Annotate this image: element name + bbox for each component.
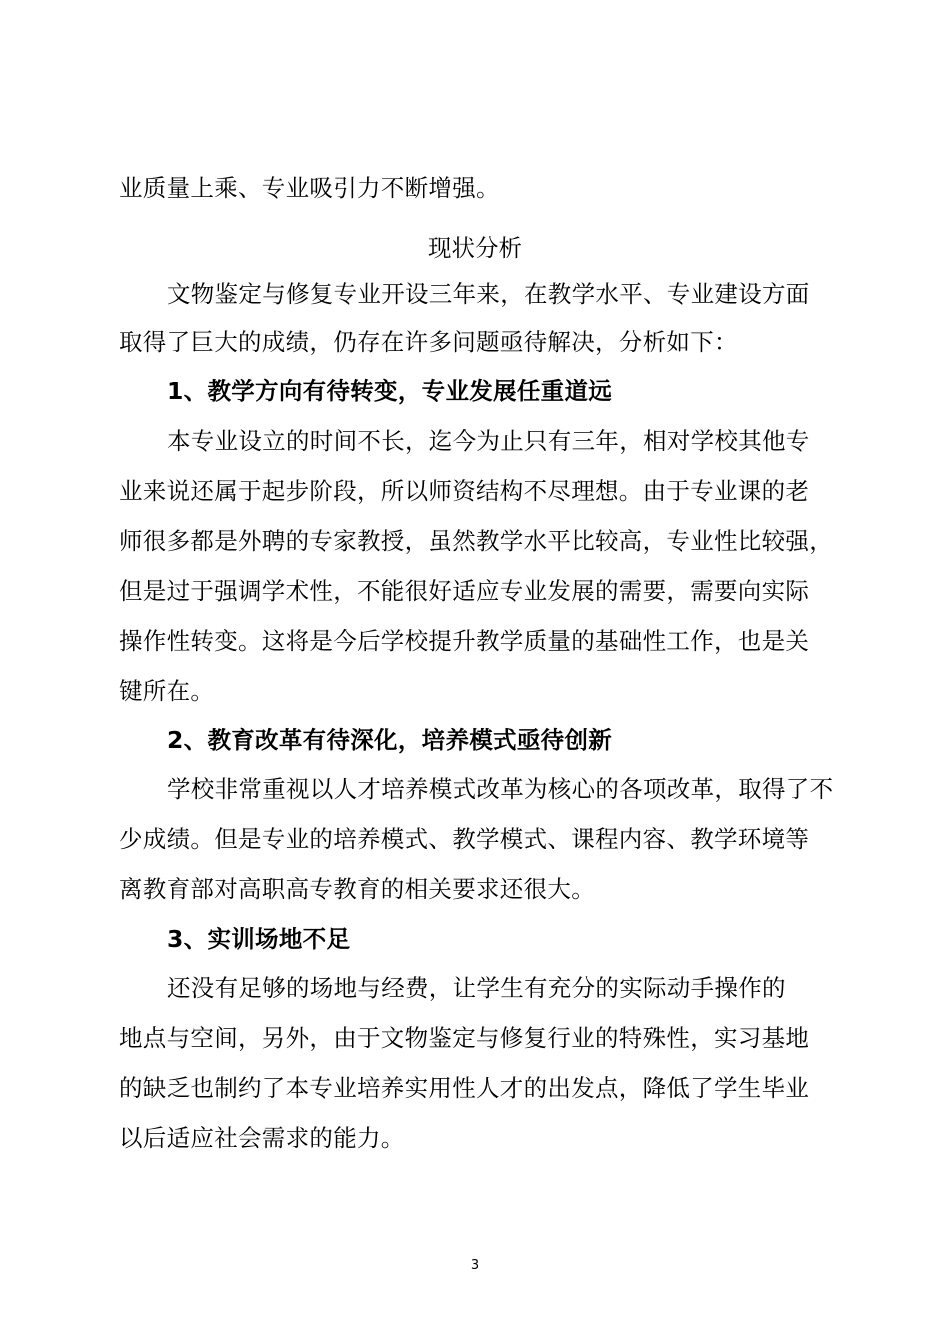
paragraph-line: 业来说还属于起步阶段，所以师资结构不尽理想。由于专业课的老	[119, 477, 810, 505]
section-title: 现状分析	[428, 234, 522, 262]
subsection-heading-1: 1、教学方向有待转变，专业发展任重道远	[167, 377, 613, 405]
page-number: 3	[470, 1258, 480, 1273]
paragraph-line: 以后适应社会需求的能力。	[119, 1124, 405, 1152]
paragraph-line: 的缺乏也制约了本专业培养实用性人才的出发点，降低了学生毕业	[119, 1074, 810, 1102]
paragraph-line: 地点与空间，另外，由于文物鉴定与修复行业的特殊性，实习基地	[119, 1024, 810, 1052]
paragraph-line: 文物鉴定与修复专业开设三年来，在教学水平、专业建设方面	[167, 280, 810, 308]
subsection-heading-2: 2、教育改革有待深化，培养模式亟待创新	[167, 726, 613, 754]
paragraph-line: 业质量上乘、专业吸引力不断增强。	[119, 174, 500, 202]
paragraph-line: 师很多都是外聘的专家教授，虽然教学水平比较高，专业性比较强，	[119, 527, 833, 555]
subsection-heading-3: 3、实训场地不足	[167, 925, 351, 953]
paragraph-line: 少成绩。但是专业的培养模式、教学模式、课程内容、教学环境等	[119, 825, 810, 853]
paragraph-line: 离教育部对高职高专教育的相关要求还很大。	[119, 875, 595, 903]
paragraph-line: 学校非常重视以人才培养模式改革为核心的各项改革，取得了不	[167, 775, 834, 803]
paragraph-line: 键所在。	[119, 677, 215, 705]
paragraph-line: 操作性转变。这将是今后学校提升教学质量的基础性工作，也是关	[119, 627, 810, 655]
paragraph-line: 还没有足够的场地与经费，让学生有充分的实际动手操作的	[167, 974, 786, 1002]
paragraph-line: 取得了巨大的成绩，仍存在许多问题亟待解决，分析如下：	[119, 328, 738, 356]
paragraph-line: 本专业设立的时间不长，迄今为止只有三年，相对学校其他专	[167, 427, 810, 455]
paragraph-line: 但是过于强调学术性，不能很好适应专业发展的需要，需要向实际	[119, 577, 810, 605]
